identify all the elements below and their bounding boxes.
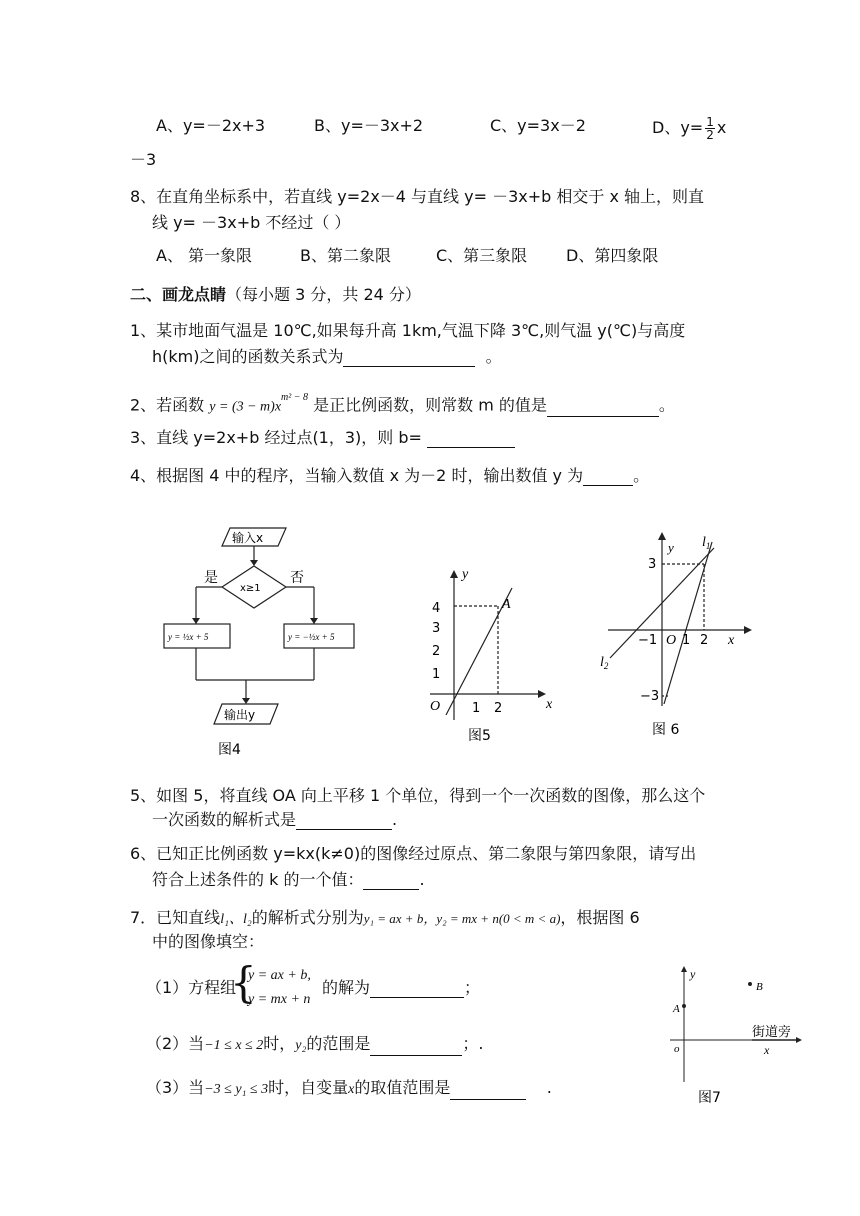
fig6-xtick-1: 1 <box>682 633 691 648</box>
fill-q7-sub3-cond: −3 ≤ y₁ ≤ 3 <box>204 1082 269 1097</box>
fill-q7-sub2-var: y₂ <box>295 1038 307 1053</box>
fig4-caption: 图4 <box>218 742 241 758</box>
fill-q7-sub3 <box>146 1078 552 1100</box>
fill-q2-end: 。 <box>658 395 675 415</box>
fill-q7-sub3-answer-blank[interactable] <box>450 1083 526 1100</box>
fig7-x-label: x <box>764 1043 770 1057</box>
q8-option-c: C、第三象限 <box>436 246 528 265</box>
fig5-y-label: y <box>462 567 469 582</box>
fig6-caption: 图 6 <box>652 722 680 738</box>
figure-4-flowchart <box>150 520 370 760</box>
fig7-point-b-dot <box>748 982 752 986</box>
fill-q2-answer-blank[interactable] <box>547 400 659 417</box>
q8-option-d: D、第四象限 <box>566 246 659 265</box>
fill-q5-line2-end: . <box>392 810 398 829</box>
fill-q7-sub1-brace: { <box>230 958 257 1007</box>
fill-q1-line2-end: 。 <box>485 347 502 366</box>
fill-q2-exponent: m² − 8 <box>281 392 309 403</box>
fill-q6-line2-text: 符合上述条件的 k 的一个值： <box>152 870 364 889</box>
fill-q4-end: 。 <box>633 466 650 485</box>
fig5-ytick-3: 3 <box>432 621 441 636</box>
q8-line1: 8、在直角坐标系中，若直线 y=2x－4 与直线 y= －3x+b 相交于 x 轴上，则直 <box>130 187 705 206</box>
fill-q7-sub1-text: 的解为 <box>322 978 371 997</box>
fig5-ytick-4: 4 <box>432 601 441 616</box>
fig4-no-label: 否 <box>290 570 304 586</box>
fill-q7-sub2-mid: 时， <box>263 1034 296 1053</box>
fill-q7-sub3-label: （3）当 <box>146 1078 205 1097</box>
fig7-origin-label: o <box>674 1043 680 1055</box>
fill-q7-sub1-answer-blank[interactable] <box>370 981 464 998</box>
fill-q6-line2 <box>152 870 425 890</box>
fill-q6-line2-end: . <box>419 870 425 889</box>
fraction-numerator: 1 <box>706 115 714 129</box>
fill-q7-sub2-answer-blank[interactable] <box>370 1039 462 1056</box>
fill-q4-text: 4、根据图 4 中的程序，当输入数值 x 为－2 时，输出数值 y 为 <box>130 466 584 485</box>
q7-option-d-prefix: D、y= <box>652 118 704 137</box>
fig6-origin-label: O <box>666 633 677 648</box>
fill-q7-sub1-answer <box>322 978 480 998</box>
q7-option-d-fraction <box>705 116 715 141</box>
fig5-origin-label: O <box>430 699 441 714</box>
fig5-ytick-2: 2 <box>432 644 441 659</box>
fill-q2 <box>130 392 675 417</box>
q8-option-b: B、第二象限 <box>300 246 391 265</box>
fraction-denominator: 2 <box>706 128 714 142</box>
fill-q7-sub1-end: ； <box>464 978 481 997</box>
fill-q3 <box>130 428 515 448</box>
fill-q3-answer-blank[interactable] <box>427 431 515 448</box>
fill-q5-line2 <box>152 810 397 830</box>
fill-q5-line1: 5、如图 5，将直线 OA 向上平移 1 个单位，得到一个一次函数的图像，那么这个 <box>130 786 706 805</box>
q8-option-a: A、 第一象限 <box>156 246 253 265</box>
fig6-y-label: y <box>668 540 674 555</box>
fill-q3-text: 3、直线 y=2x+b 经过点(1，3)，则 b= <box>130 428 422 447</box>
fill-q6-answer-blank[interactable] <box>363 873 419 890</box>
section-2-note: （每小题 3 分，共 24 分） <box>226 285 421 304</box>
fig6-ytick-neg3: −3 <box>640 689 660 704</box>
fig6-xtick-neg1: −1 <box>638 633 658 648</box>
fig5-caption: 图5 <box>468 728 491 744</box>
fill-q1-line2-text: h(km)之间的函数关系式为 <box>152 347 344 366</box>
fig7-point-a-dot <box>682 1004 686 1008</box>
fig6-l1-sub: 1 <box>705 541 711 551</box>
fill-q7-text: 7．已知直线 <box>130 908 221 927</box>
fill-q1-line2 <box>152 347 502 367</box>
fig4-condition-label: x≥1 <box>240 583 261 594</box>
fill-q7-text3: ，根据图 6 <box>560 908 640 927</box>
fig7-street-label: 街道旁 <box>752 1025 792 1040</box>
q7-option-a: A、y=－2x+3 <box>156 116 266 135</box>
q7-option-d <box>652 116 726 141</box>
fig4-right-formula: y = −½x + 5 <box>288 632 335 642</box>
fill-q7-sub2 <box>146 1034 483 1056</box>
q7-option-d-suffix: x <box>716 118 727 137</box>
fig6-l2-sub: 2 <box>603 661 609 671</box>
fill-q7-sub1-eq1: y = ax + b, <box>248 968 311 983</box>
fill-q5-line2-text: 一次函数的解析式是 <box>152 810 297 829</box>
fig6-ytick-3: 3 <box>648 557 657 572</box>
fill-q7-sub3-text: 的取值范围是 <box>354 1078 451 1097</box>
fill-q6-line1: 6、已知正比例函数 y=kx(k≠0)的图像经过原点、第二象限与第四象限，请写出 <box>130 844 697 863</box>
fig7-b-label: B <box>756 981 763 993</box>
fill-q1-line1: 1、某市地面气温是 10℃,如果每升高 1km,气温下降 3℃,则气温 y(℃)与高度 <box>130 321 686 340</box>
fig7-y-label: y <box>690 967 696 981</box>
figure-7-graph <box>664 964 824 1108</box>
figure-6-graph <box>596 528 760 744</box>
q7-option-c: C、y=3x－2 <box>490 116 586 135</box>
fig6-xtick-2: 2 <box>700 633 709 648</box>
fig6-l2-label <box>600 655 609 671</box>
fig5-x-label: x <box>546 697 553 712</box>
fig5-ytick-1: 1 <box>432 667 441 682</box>
fill-q7-sub2-text: 的范围是 <box>306 1034 371 1053</box>
fill-q4-answer-blank[interactable] <box>583 469 633 486</box>
fill-q2-formula: y = (3 − m)x <box>209 399 282 415</box>
fill-q2-text: 2、若函数 <box>130 395 205 415</box>
fig4-yes-label: 是 <box>204 570 218 586</box>
fill-q7-formula: y₁ = ax + b，y₂ = mx + n(0 < m < a) <box>363 911 561 926</box>
fig6-line-l1 <box>664 542 712 704</box>
fill-q7-text2: 的解析式分别为 <box>251 908 364 927</box>
fill-q7-sub2-cond: −1 ≤ x ≤ 2 <box>204 1038 264 1053</box>
fill-q4 <box>130 466 649 486</box>
fig5-xtick-1: 1 <box>472 701 481 716</box>
q7-option-b: B、y=－3x+2 <box>314 116 424 135</box>
fig7-caption: 图7 <box>698 1090 721 1106</box>
fill-q7-line1 <box>130 908 640 930</box>
fill-q7-sub2-end: ；. <box>462 1034 484 1053</box>
q7-option-d-wrap: －3 <box>130 150 157 169</box>
fill-q5-answer-blank[interactable] <box>296 813 392 830</box>
fill-q2-desc: 是正比例函数，则常数 m 的值是 <box>313 395 547 415</box>
fill-q7-line2: 中的图像填空： <box>152 932 265 951</box>
fig6-l2-text: l <box>600 655 604 670</box>
fill-q7-sub1-label: （1）方程组 <box>146 978 237 997</box>
fig5-point-a: A <box>502 597 511 612</box>
fill-q7-sub3-end: . <box>546 1078 552 1097</box>
fill-q7-lines: l₁、l₂ <box>220 912 252 927</box>
fig6-l1-text: l <box>702 535 706 550</box>
fig6-x-label: x <box>728 633 735 648</box>
fill-q7-sub1-eq2: y = mx + n <box>248 992 311 1007</box>
fig4-input-label: 输入x <box>232 531 264 545</box>
fill-q7-sub2-label: （2）当 <box>146 1034 205 1053</box>
fig4-left-formula: y = ½x + 5 <box>168 632 209 642</box>
fill-q7-sub3-var: x <box>348 1082 355 1097</box>
fig5-xtick-2: 2 <box>494 701 503 716</box>
fill-q1-answer-blank[interactable] <box>343 350 475 367</box>
figure-5-graph <box>420 560 570 750</box>
fig4-output-label: 输出y <box>224 708 256 722</box>
q8-line2: 线 y= －3x+b 不经过（ ） <box>152 213 351 232</box>
fig7-a-label: A <box>673 1003 680 1015</box>
fig6-l1-label <box>702 535 710 551</box>
section-2-title: 二、画龙点睛 <box>130 285 227 304</box>
fill-q7-sub3-mid: 时，自变量 <box>268 1078 349 1097</box>
section-2-heading <box>130 285 421 305</box>
